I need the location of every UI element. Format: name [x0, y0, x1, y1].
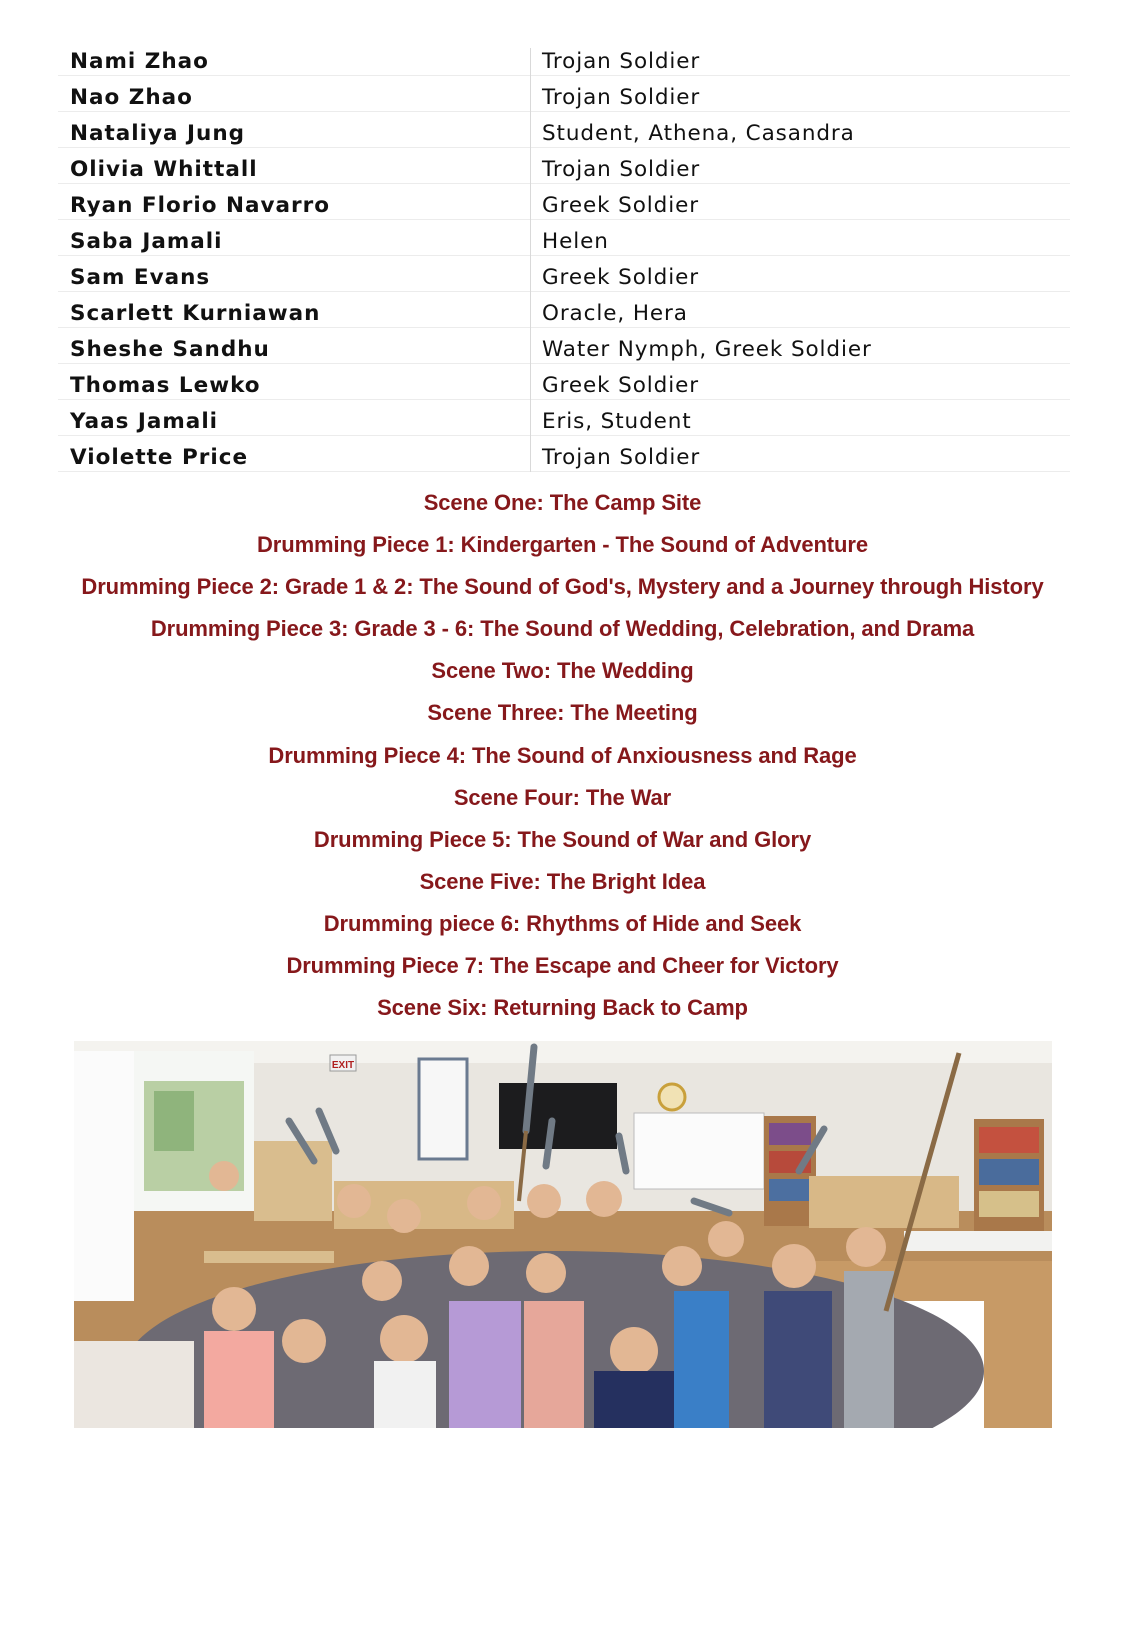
cast-row: [58, 75, 1070, 111]
cast-row: [58, 291, 1070, 327]
program-item: Scene One: The Camp Site: [423, 490, 702, 515]
program-list: [0, 482, 1125, 1029]
cast-row: [58, 219, 1070, 255]
cast-name: Ryan Florio Navarro: [70, 192, 330, 218]
cast-role: Water Nymph, Greek Soldier: [531, 327, 1071, 363]
cast-row: [58, 147, 1070, 183]
exit-sign-text: EXIT: [331, 1060, 355, 1071]
cast-role: Trojan Soldier: [531, 435, 1071, 471]
program-item: Drumming Piece 1: Kindergarten - The Sound of Adventure: [257, 532, 868, 558]
program-item: Scene Three: The Meeting: [427, 700, 698, 726]
program-item: Drumming Piece 3: Grade 3 - 6: The Sound of Wedding, Celebration, and Drama: [150, 616, 975, 642]
program-item: Drumming piece 6: Rhythms of Hide and Seek: [323, 910, 802, 936]
cast-role: Trojan Soldier: [531, 75, 1071, 111]
program-item: Drumming Piece 7: The Escape and Cheer for Victory: [286, 953, 839, 979]
cast-name: Nataliya Jung: [70, 120, 246, 146]
cast-role: Oracle, Hera: [531, 291, 1071, 327]
cast-role: Helen: [531, 219, 1071, 255]
program-item: Scene Five: The Bright Idea: [419, 868, 706, 894]
cast-name: Sam Evans: [70, 264, 211, 290]
cast-row: [58, 435, 1070, 471]
program-item: Drumming Piece 4: The Sound of Anxiousness and Rage: [268, 742, 857, 768]
cast-role: Trojan Soldier: [531, 147, 1071, 183]
cast-row: [58, 399, 1070, 435]
cast-role: Greek Soldier: [531, 255, 1071, 291]
cast-name: Thomas Lewko: [70, 372, 261, 398]
cast-role: Greek Soldier: [531, 363, 1071, 399]
cast-role: Trojan Soldier: [531, 48, 1071, 75]
program-item: Drumming Piece 5: The Sound of War and Glory: [313, 826, 812, 852]
cast-role: Greek Soldier: [531, 183, 1071, 219]
class-photo: [74, 1041, 1052, 1428]
program-item: Drumming Piece 2: Grade 1 & 2: The Sound of God's, Mystery and a Journey through History: [81, 574, 1044, 600]
cast-row: [58, 48, 1070, 75]
cast-name: Nao Zhao: [70, 84, 193, 110]
cast-role: Eris, Student: [531, 399, 1071, 435]
program-item: Scene Two: The Wedding: [431, 658, 694, 684]
cast-name: Saba Jamali: [70, 228, 223, 254]
cast-row: [58, 111, 1070, 147]
program-item: Scene Six: Returning Back to Camp: [377, 995, 748, 1021]
cast-name: Violette Price: [70, 444, 249, 470]
cast-table: [58, 48, 1070, 472]
cast-name: Yaas Jamali: [70, 408, 219, 434]
cast-name: Scarlett Kurniawan: [70, 300, 321, 326]
cast-name: Sheshe Sandhu: [70, 336, 270, 362]
cast-row: [58, 183, 1070, 219]
program-item: Scene Four: The War: [453, 784, 672, 810]
cast-name: Nami Zhao: [70, 48, 209, 74]
cast-name: Olivia Whittall: [70, 156, 258, 182]
cast-row: [58, 255, 1070, 291]
cast-role: Student, Athena, Casandra: [531, 111, 1071, 147]
cast-row: [58, 363, 1070, 399]
cast-row: [58, 327, 1070, 363]
